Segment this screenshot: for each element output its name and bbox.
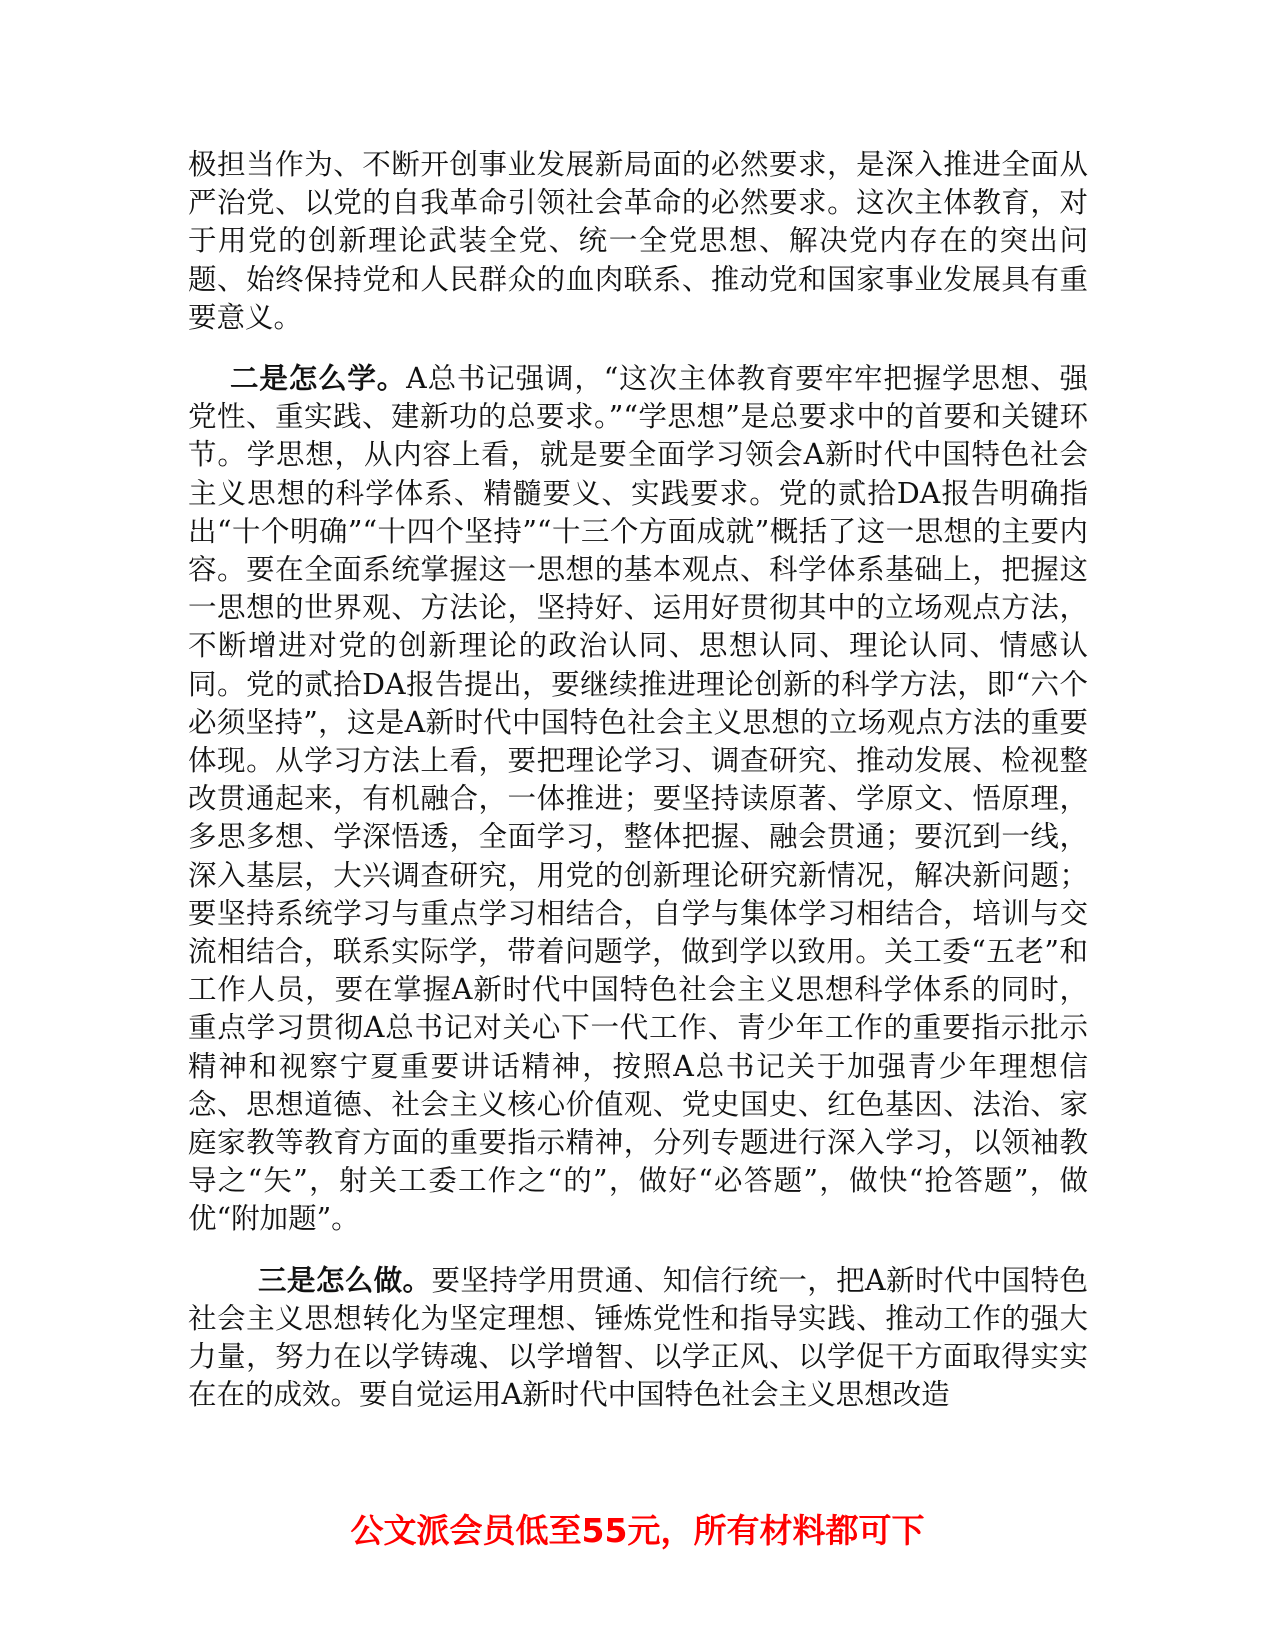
paragraph-3-lead: 三是怎么做。 [258,1262,432,1297]
paragraph-1 [188,146,1088,337]
paragraph-2-text: A总书记强调，“这次主体教育要牢牢把握学思想、强党性、重实践、建新功的总要求。”“学思想”是总要求中的首要和关键环节。学思想，从内容上看，就是要全面学习领会A新时代中国特色社会主义思想的科学体系、精髓要义、实践要求。党的贰拾DA报告明确指出“十个明确”“十四个坚持”“十三个方面成就”概括了这一思想的主要内容。要在全面系统掌握这一思想的基本观点、科学体系基础上，把握这一思想的世界观、方法论，坚持好、运用好贯彻其中的立场观点方法，不断增进对党的创新理论的政治认同、思想认同、理论认同、情感认同。党的贰拾DA报告提出，要继续推进理论创新的科学方法，即“六个必须坚持”，这是A新时代中国特色社会主义思想的立场观点方法的重要体现。从学习方法上看，要把理论学习、调查研究、推动发展、检视整改贯通起来，有机融合，一体推进；要坚持读原著、学原文、悟原理，多思多想、学深悟透，全面学习，整体把握、融会贯通；要沉到一线，深入基层，大兴调查研究，用党的创新理论研究新情况，解决新问题；要坚持系统学习与重点学习相结合，自学与集体学习相结合，培训与交流相结合，联系实际学，带着问题学，做到学以致用。关工委“五老”和工作人员，要在掌握A新时代中国特色社会主义思想科学体系的同时，重点学习贯彻A总书记对关心下一代工作、青少年工作的重要指示批示精神和视察宁夏重要讲话精神，按照A总书记关于加强青少年理想信念、思想道德、社会主义核心价值观、党史国史、红色基因、法治、家庭家教等教育方面的重要指示精神，分列专题进行深入学习，以领袖教导之“矢”，射关工委工作之“的”，做好“必答题”，做快“抢答题”，做优“附加题”。 [188,362,1088,1236]
paragraph-2-lead: 二是怎么学。 [230,361,407,396]
paragraph-1-text: 极担当作为、不断开创事业发展新局面的必然要求，是深入推进全面从严治党、以党的自我革命引领社会革命的必然要求。这次主体教育，对于用党的创新理论武装全党、统一全党思想、解决党内存在的突出问题、始终保持党和人民群众的血肉联系、推动党和国家事业发展具有重要意义。 [188,148,1088,334]
paragraph-3 [188,1261,1088,1415]
paragraph-3-text: 要坚持学用贯通、知信行统一，把A新时代中国特色社会主义思想转化为坚定理想、锤炼党性和指导实践、推动工作的强大力量，努力在以学铸魂、以学增智、以学正风、以学促干方面取得实实在在的成效。要自觉运用A新时代中国特色社会主义思想改造 [188,1263,1088,1412]
promo-banner: 公文派会员低至55元，所有材料都可下 [350,1511,925,1550]
document-body [188,146,1088,1437]
paragraph-2 [188,359,1088,1239]
